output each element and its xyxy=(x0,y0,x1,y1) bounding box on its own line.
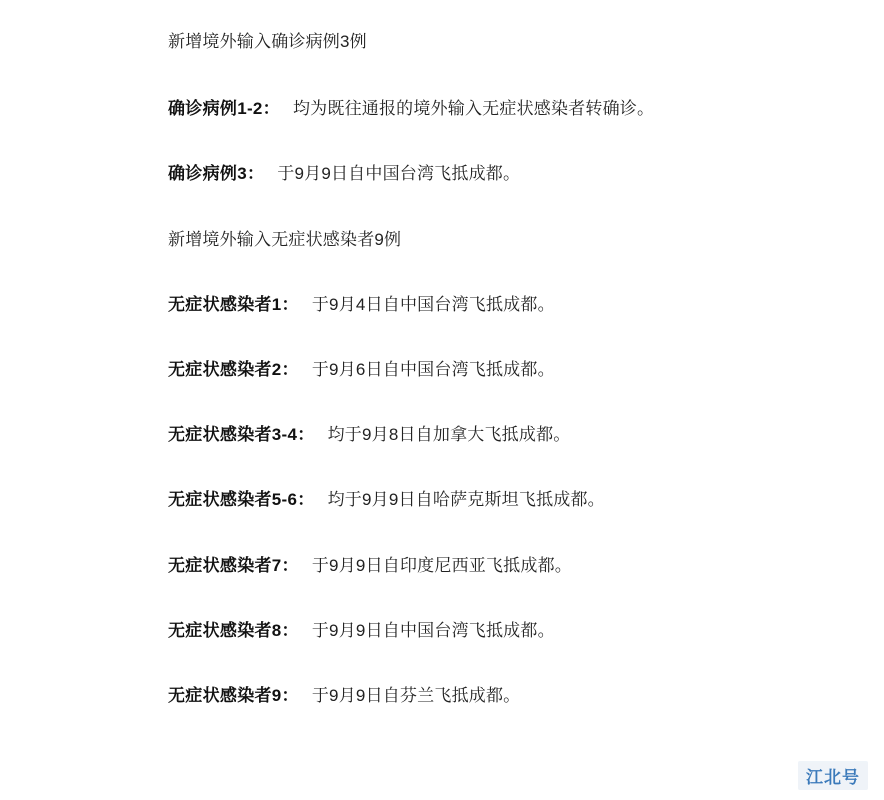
paragraph-asymptomatic-heading xyxy=(168,226,824,253)
paragraph-asymptomatic-8 xyxy=(168,617,824,644)
paragraph-asymptomatic-2 xyxy=(168,356,824,383)
paragraph-confirmed-heading xyxy=(168,28,824,55)
paragraph-lead: 无症状感染者9： xyxy=(168,685,299,705)
paragraph-text: 于9月9日自中国台湾飞抵成都。 xyxy=(311,620,555,640)
paragraph-asymptomatic-9 xyxy=(168,682,824,709)
paragraph-lead: 无症状感染者3-4： xyxy=(168,425,315,445)
paragraph-asymptomatic-5-6 xyxy=(168,486,824,513)
paragraph-lead: 无症状感染者5-6： xyxy=(168,490,315,510)
paragraph-text: 均于9月9日自哈萨克斯坦飞抵成都。 xyxy=(327,490,605,510)
paragraph-text: 新增境外输入确诊病例3例 xyxy=(168,32,367,51)
paragraph-lead: 确诊病例1-2： xyxy=(168,99,280,119)
paragraph-lead: 无症状感染者7： xyxy=(168,555,299,575)
paragraph-text: 均于9月8日自加拿大飞抵成都。 xyxy=(327,425,571,445)
bottom-margin-strip xyxy=(0,786,884,800)
paragraph-lead: 无症状感染者1： xyxy=(168,294,299,314)
paragraph-text: 新增境外输入无症状感染者9例 xyxy=(168,229,402,249)
paragraph-asymptomatic-7 xyxy=(168,552,824,579)
paragraph-text: 于9月9日自芬兰飞抵成都。 xyxy=(311,685,521,705)
paragraph-lead: 无症状感染者8： xyxy=(168,620,299,640)
paragraph-asymptomatic-1 xyxy=(168,291,824,318)
watermark-label: 江北号 xyxy=(798,761,868,790)
paragraph-text: 于9月9日自中国台湾飞抵成都。 xyxy=(277,164,521,184)
paragraph-lead: 无症状感染者2： xyxy=(168,359,299,379)
paragraph-text: 于9月6日自中国台湾飞抵成都。 xyxy=(311,359,555,379)
paragraph-text: 于9月4日自中国台湾飞抵成都。 xyxy=(311,294,555,314)
paragraph-text: 均为既往通报的境外输入无症状感染者转确诊。 xyxy=(292,99,655,119)
paragraph-text: 于9月9日自印度尼西亚飞抵成都。 xyxy=(311,555,572,575)
paragraph-confirmed-case-1-2 xyxy=(168,95,824,122)
paragraph-lead: 确诊病例3： xyxy=(168,164,265,184)
paragraph-confirmed-case-3 xyxy=(168,160,824,187)
paragraph-asymptomatic-3-4 xyxy=(168,421,824,448)
